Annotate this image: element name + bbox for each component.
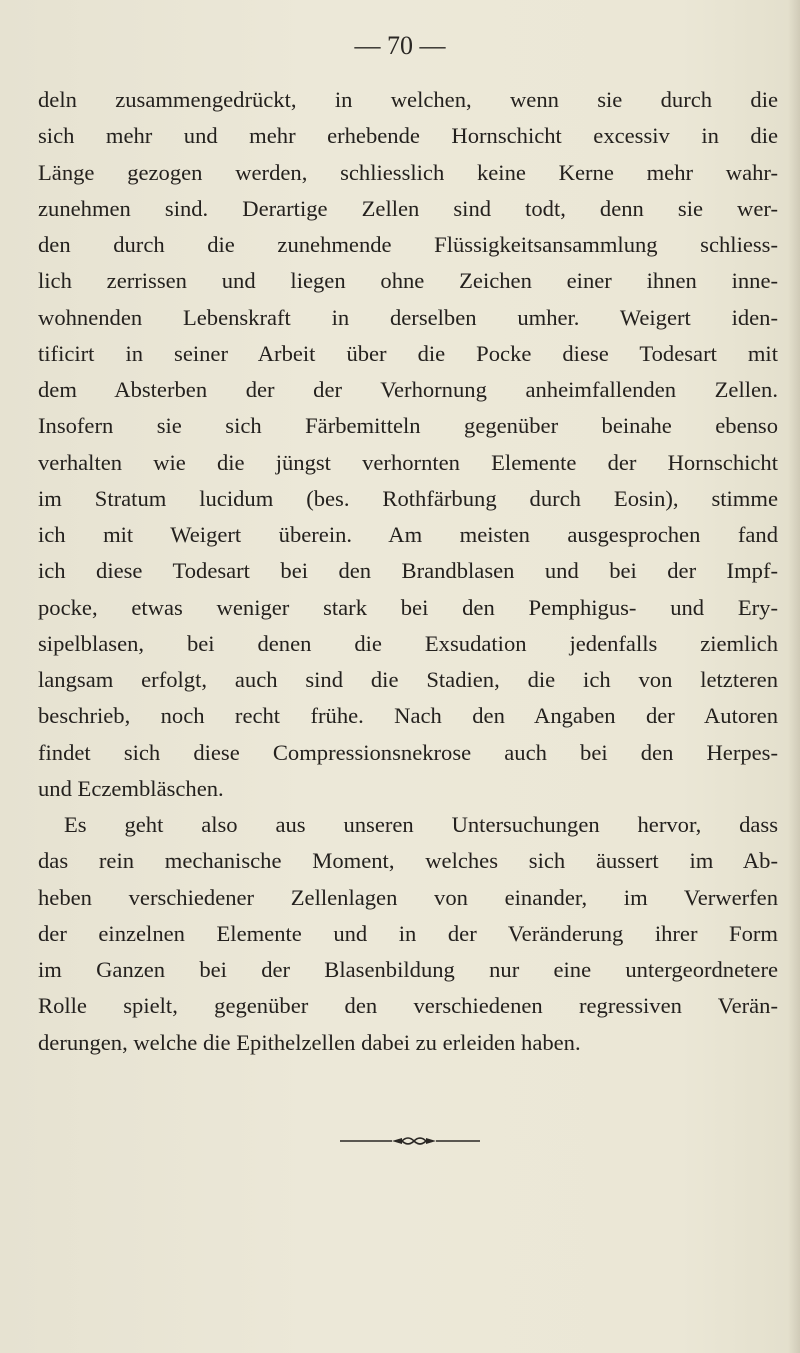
text-line: Insofern sie sich Färbemitteln gegenüber beinahe ebenso: [38, 413, 778, 439]
text-line: ich mit Weigert überein. Am meisten ausgesprochen fand: [38, 522, 778, 547]
page-edge-shadow: [788, 0, 800, 1353]
section-end-ornament-icon: [340, 1134, 480, 1148]
page-number: — 70 —: [354, 31, 446, 60]
text-line: wohnenden Lebenskraft in derselben umher. Weigert iden-: [38, 304, 778, 330]
text-line: deln zusammengedrückt, in welchen, wenn sie durch die: [38, 87, 778, 112]
text-line: verhalten wie die jüngst verhornten Elemente der Hornschicht: [38, 449, 778, 475]
text-line: tificirt in seiner Arbeit über die Pocke diese Todesart mit: [38, 340, 778, 366]
text-line: lich zerrissen und liegen ohne Zeichen einer ihnen inne-: [38, 268, 778, 294]
text-line: pocke, etwas weniger stark bei den Pemphigus- und Ery-: [38, 594, 778, 620]
text-line: zunehmen sind. Derartige Zellen sind todt, denn sie wer-: [38, 195, 778, 221]
body-text: [38, 82, 778, 1061]
text-line: im Ganzen bei der Blasenbildung nur eine untergeordnetere: [38, 957, 778, 982]
text-line: dem Absterben der der Verhornung anheimfallenden Zellen.: [38, 377, 778, 402]
text-line: heben verschiedener Zellenlagen von einander, im Verwerfen: [38, 884, 778, 910]
text-line: langsam erfolgt, auch sind die Stadien, die ich von letzteren: [38, 667, 778, 692]
paragraph-end-line: derungen, welche die Epithelzellen dabei zu erleiden haben.: [38, 1029, 581, 1055]
text-line: sich mehr und mehr erhebende Hornschicht excessiv in die: [38, 123, 778, 149]
text-line: sipelblasen, bei denen die Exsudation jedenfalls ziemlich: [38, 630, 778, 656]
text-line: das rein mechanische Moment, welches sich äussert im Ab-: [38, 848, 778, 874]
text-line: der einzelnen Elemente und in der Veränderung ihrer Form: [38, 920, 778, 946]
text-line: im Stratum lucidum (bes. Rothfärbung durch Eosin), stimme: [38, 485, 778, 511]
text-line: findet sich diese Compressionsnekrose auch bei den Herpes-: [38, 739, 778, 765]
text-line: den durch die zunehmende Flüssigkeitsansammlung schliess-: [38, 232, 778, 257]
text-line: ich diese Todesart bei den Brandblasen und bei der Impf-: [38, 558, 778, 584]
paragraph-start-line: Es geht also aus unseren Untersuchungen hervor, dass: [64, 812, 778, 837]
paragraph-end-line: und Eczembläschen.: [38, 775, 224, 801]
text-line: Länge gezogen werden, schliesslich keine Kerne mehr wahr-: [38, 159, 778, 185]
text-line: Rolle spielt, gegenüber den verschiedenen regressiven Verän-: [38, 993, 778, 1019]
text-line: beschrieb, noch recht frühe. Nach den Angaben der Autoren: [38, 703, 778, 729]
